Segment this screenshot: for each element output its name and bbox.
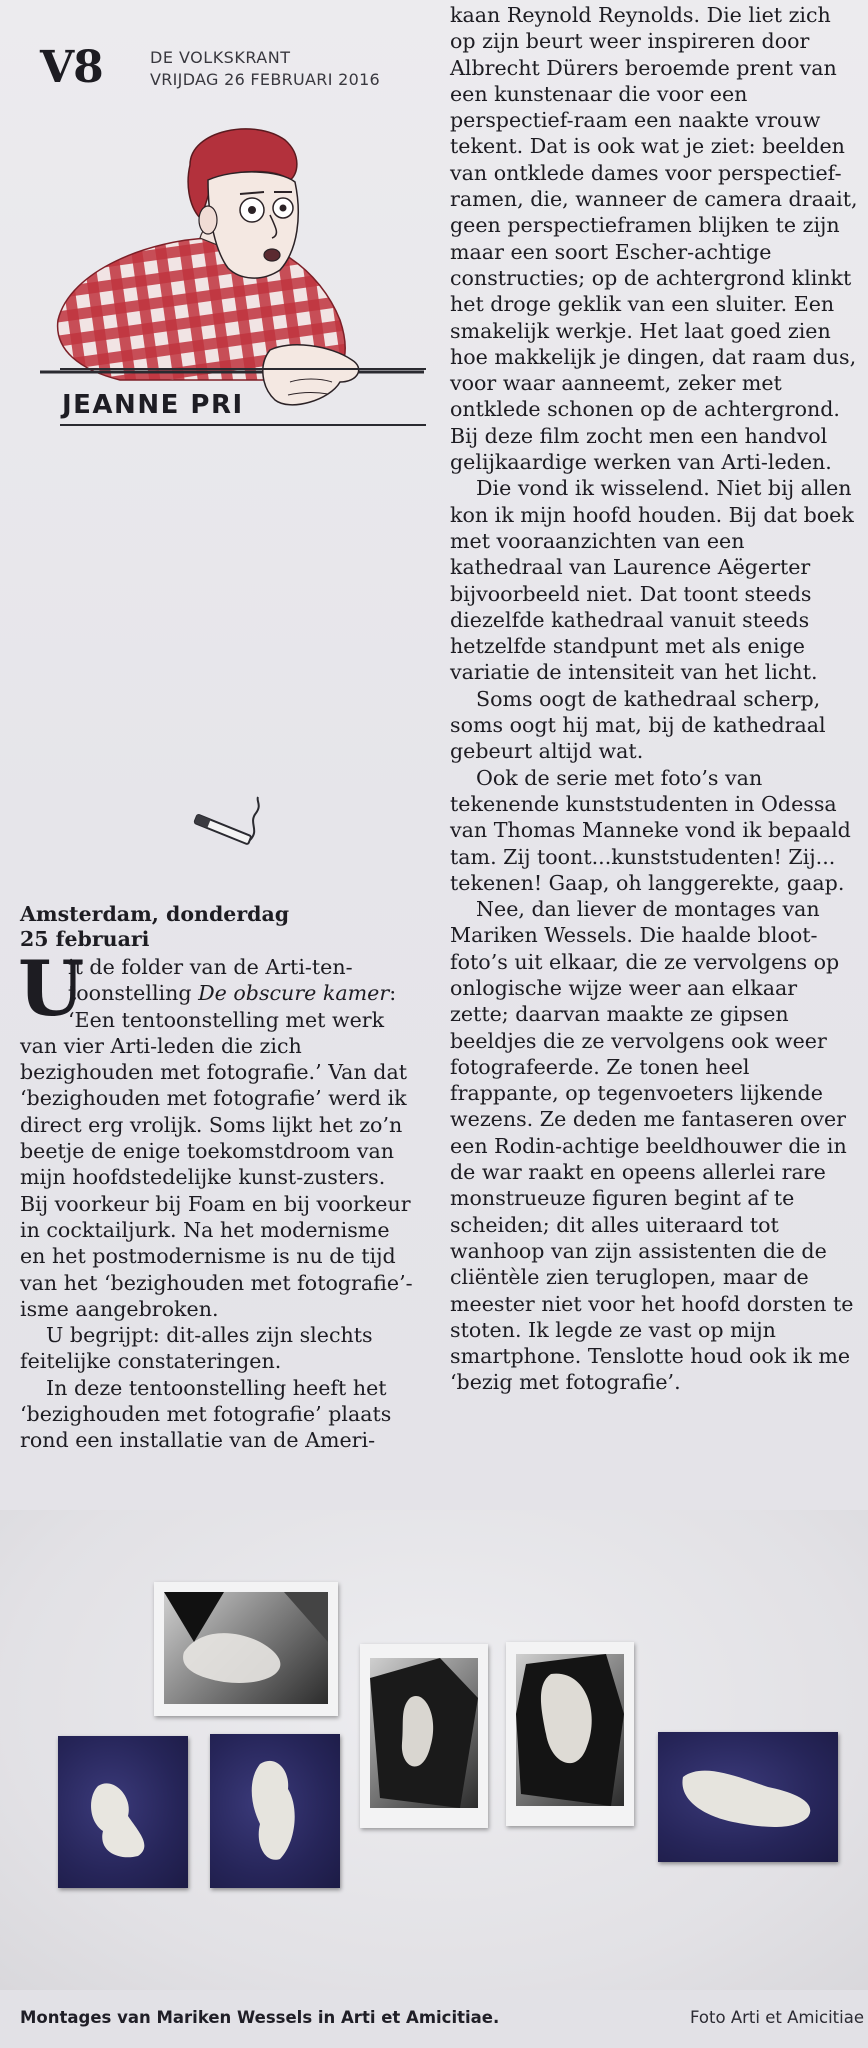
article-paragraph: kaan Reynold Reynolds. Die liet zich op zijn beurt weer inspireren door Albrecht Dürers beroemde prent van een kunstenaar die voor een perspectief-raam een naakte vrouw tekent. Dat is ook wat je ziet: beelden van ontklede dames voor perspectief-ramen, die, wanneer de camera draait, geen perspectieframen blijken te zijn maar een soort Escher-achtige constructies; op de achtergrond klinkt het droge geklik van een sluiter. Een smakelijk werkje. Het laat goed zien hoe makkelijk je dingen, dat raam dus, voor waar aanneemt, zeker met ontklede schonen op de achtergrond. Bij deze film zocht men een handvol gelijkaardige werken van Arti-leden. — [450, 3, 858, 475]
author-rule-bottom — [60, 424, 426, 426]
photo-credit: Foto Arti et Amicitiae — [690, 2008, 864, 2027]
newspaper-name: DE VOLKSKRANT — [150, 48, 291, 67]
article-paragraph: Nee, dan liever de montages van Mariken Wessels. Die haalde bloot-foto’s uit elkaar, die ze vervolgens op onlogische wijze weer aan elkaar zette; daarvan maakte ze gipsen beeldjes die ze vervolgens ook weer fotografeerde. Ze tonen heel frappante, op tegenvoeters lijkende wezens. Ze deden me fantaseren over een Rodin-achtige beeldhouwer die in de war raakt en opeens allerlei rare monstrueuze figuren begint af te scheiden; dit alles uiteraard tot wanhoop van zijn assistenten die de cliëntèle zien teruglopen, maar de meester niet voor het hoofd dorsten te stoten. Ik legde ze vast op mijn smartphone. Tenslotte houd ook ik me ‘bezig met fotografie’. — [450, 897, 854, 1395]
cigarette-icon — [190, 795, 265, 865]
article-paragraph: In deze tentoonstelling heeft het ‘bezighouden met fotografie’ plaats rond een installatie van de Ameri- — [20, 1375, 392, 1453]
author-rule-top — [60, 368, 426, 370]
montage-image — [516, 1654, 624, 1806]
exhibition-photo — [0, 1510, 868, 1990]
dateline-date: 25 februari — [20, 927, 150, 951]
drop-cap: U — [18, 944, 85, 1033]
montage-frame — [154, 1582, 338, 1716]
page-code: V8 — [40, 42, 103, 93]
montage-image — [658, 1732, 838, 1862]
article-paragraph: U it de folder van de Arti-ten-toonstelling De obscure kamer: ‘Een tentoonstelling met werk van vier Arti-leden die zich bezighouden met fotografie.’ Van dat ‘bezighouden met fotografie’ werd ik direct erg vrolijk. Soms lijkt het zo’n beetje de enige toekomstdroom van mijn hoofdstedelijke kunst-zusters. Bij voorkeur bij Foam en bij voorkeur in cocktailjurk. Na het modernisme en het postmodernisme is nu de tijd van het ‘bezighouden met fotografie’-isme aangebroken. — [18, 944, 413, 1321]
article-paragraph: Die vond ik wisselend. Niet bij allen kon ik mijn hoofd houden. Bij dat boek met vooraanzichten van een kathedraal van Laurence Aëgerter bijvoorbeeld niet. Dat toont steeds diezelfde kathedraal vanuit steeds hetzelfde standpunt met als enige variatie de intensiteit van het licht. — [450, 476, 854, 685]
montage-image — [370, 1658, 478, 1808]
article-paragraph: U begrijpt: dit-alles zijn slechts feitelijke constateringen. — [20, 1323, 373, 1374]
article-column-right — [450, 2, 862, 1396]
exhibition-title: De obscure kamer — [198, 981, 390, 1006]
photo-caption: Montages van Mariken Wessels in Arti et Amicitiae. — [20, 2008, 500, 2027]
montage-image — [58, 1736, 188, 1888]
dateline-city-day: Amsterdam, donderdag — [20, 902, 290, 926]
montage-image — [210, 1734, 340, 1888]
montage-frame — [506, 1642, 634, 1826]
montage-image — [164, 1592, 328, 1704]
column-author: JEANNE PRI — [62, 390, 244, 420]
publication-date: VRIJDAG 26 FEBRUARI 2016 — [150, 70, 381, 89]
dateline — [20, 902, 418, 952]
article-column-left — [20, 902, 418, 1454]
article-paragraph: Ook de serie met foto’s van tekenende kunststudenten in Odessa van Thomas Manneke vond ik bepaald tam. Zij toont...kunststudenten! Zij... tekenen! Gaap, oh langgerekte, gaap. — [450, 765, 851, 895]
montage-frame — [360, 1644, 488, 1828]
article-paragraph: Soms oogt de kathedraal scherp, soms oogt hij mat, bij de kathedraal gebeurt altijd wat. — [450, 686, 826, 764]
